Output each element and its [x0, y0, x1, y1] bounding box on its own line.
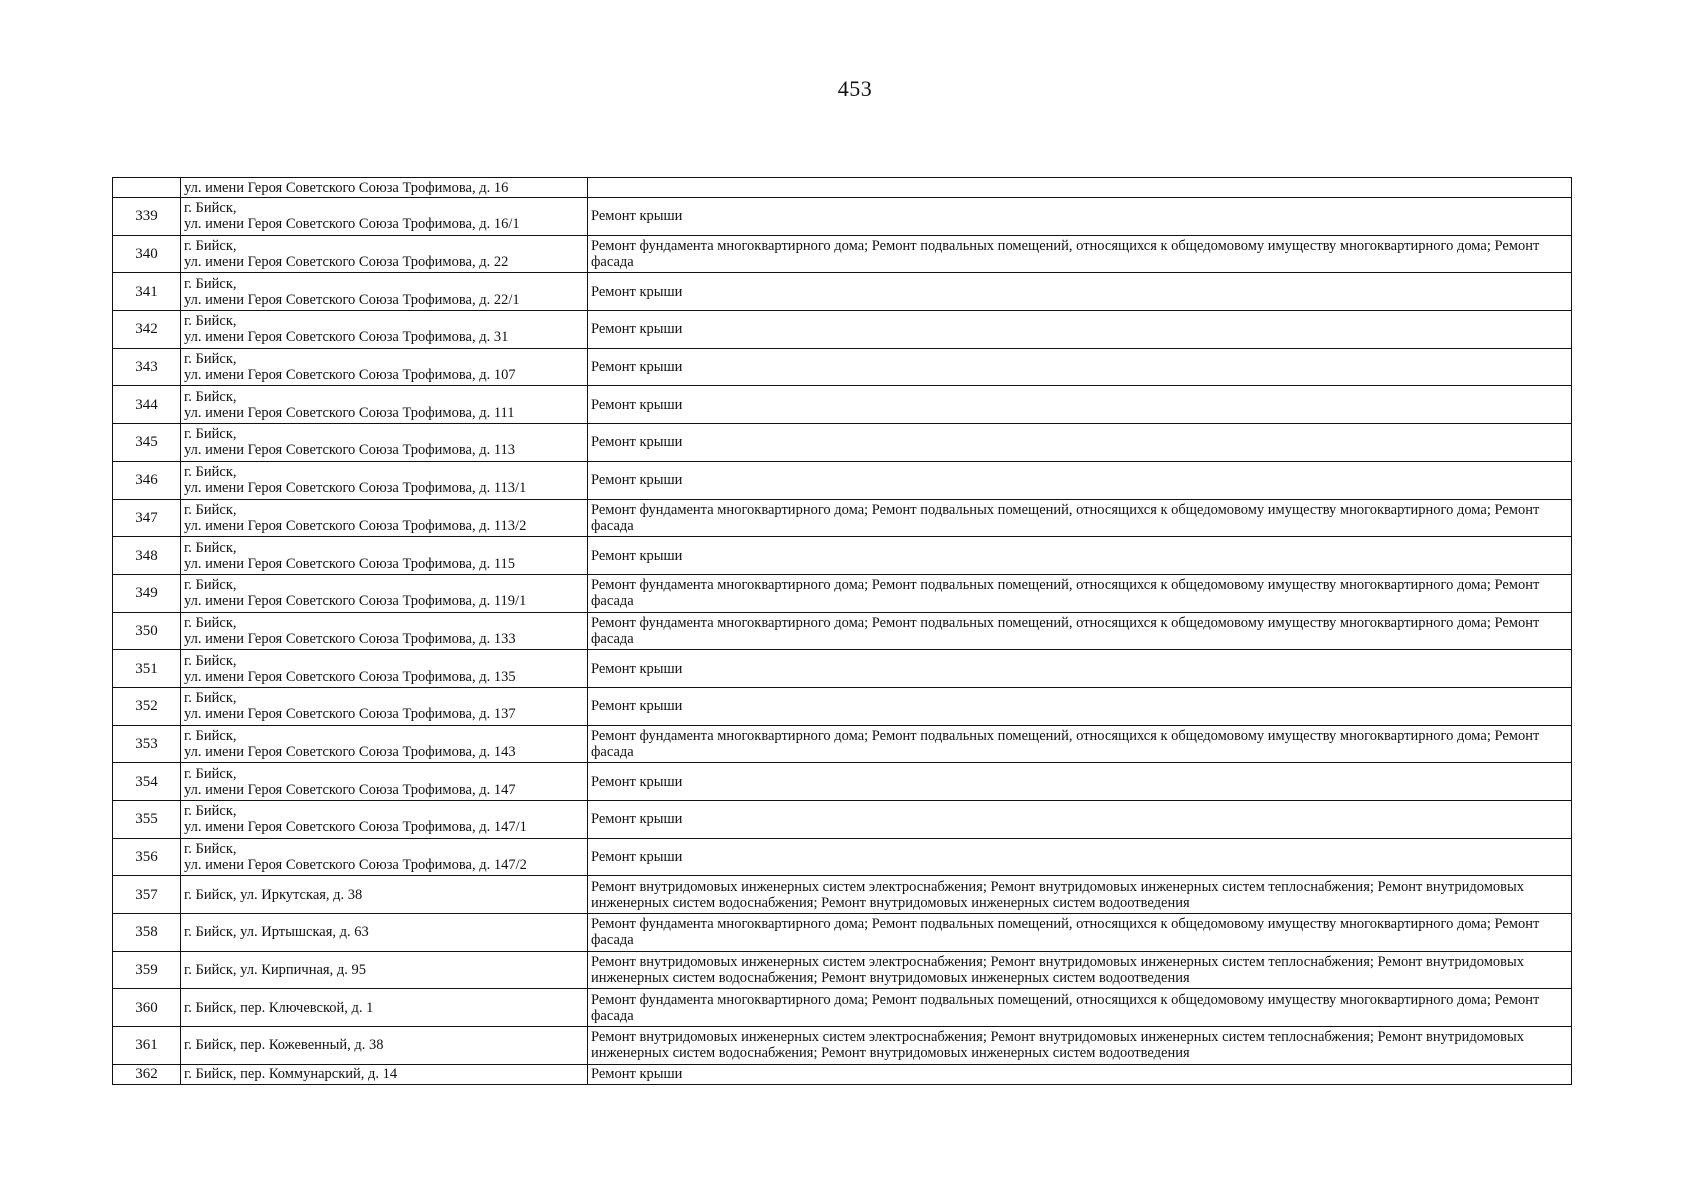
table-row — [113, 914, 1572, 952]
row-work-type: Ремонт крыши — [588, 1064, 1572, 1084]
row-number: 356 — [113, 838, 181, 876]
row-work-type: Ремонт внутридомовых инженерных систем электроснабжения; Ремонт внутридомовых инженерных систем теплоснабжения; Ремонт внутридомовых инженерных систем водоснабжения; Ремонт внутридомовых инженерных систем водоотведения — [588, 951, 1572, 989]
row-work-type: Ремонт фундамента многоквартирного дома; Ремонт подвальных помещений, относящихся к общедомовому имуществу многоквартирного дома; Ремонт фасада — [588, 914, 1572, 952]
table-row — [113, 951, 1572, 989]
row-number: 360 — [113, 989, 181, 1027]
address-line-2: ул. имени Героя Советского Союза Трофимова, д. 31 — [184, 329, 509, 346]
row-address — [181, 801, 588, 839]
row-work-type: Ремонт крыши — [588, 461, 1572, 499]
row-work-type: Ремонт крыши — [588, 650, 1572, 688]
address-line-1: г. Бийск, — [184, 803, 237, 820]
row-work-type: Ремонт фундамента многоквартирного дома; Ремонт подвальных помещений, относящихся к общедомовому имуществу многоквартирного дома; Ремонт фасада — [588, 612, 1572, 650]
row-work-type: Ремонт крыши — [588, 311, 1572, 349]
address-line-1: г. Бийск, — [184, 351, 237, 368]
row-number: 358 — [113, 914, 181, 952]
address-line-2: ул. имени Героя Советского Союза Трофимова, д. 137 — [184, 706, 516, 723]
row-number: 354 — [113, 763, 181, 801]
row-number: 359 — [113, 951, 181, 989]
row-work-type: Ремонт фундамента многоквартирного дома; Ремонт подвальных помещений, относящихся к общедомовому имуществу многоквартирного дома; Ремонт фасада — [588, 989, 1572, 1027]
table-row — [113, 537, 1572, 575]
table-row — [113, 1027, 1572, 1065]
row-number: 342 — [113, 311, 181, 349]
row-number: 352 — [113, 687, 181, 725]
address-line-1: г. Бийск, — [184, 577, 237, 594]
address-line-2: ул. имени Героя Советского Союза Трофимова, д. 143 — [184, 743, 516, 760]
row-address — [181, 687, 588, 725]
address-line-2: ул. имени Героя Советского Союза Трофимова, д. 113 — [184, 442, 516, 459]
table-row — [113, 386, 1572, 424]
address-line-1: г. Бийск, — [184, 388, 237, 405]
address-line-2: ул. имени Героя Советского Союза Трофимова, д. 22/1 — [184, 291, 520, 308]
repair-program-table — [112, 177, 1572, 1085]
address-line-2: ул. имени Героя Советского Союза Трофимова, д. 22 — [184, 254, 509, 271]
row-number: 345 — [113, 424, 181, 462]
table-row — [113, 348, 1572, 386]
row-address — [181, 311, 588, 349]
row-address — [181, 198, 588, 236]
address-line-1: г. Бийск, пер. Ключевской, д. 1 — [184, 999, 374, 1016]
row-work-type: Ремонт крыши — [588, 763, 1572, 801]
row-number: 347 — [113, 499, 181, 537]
row-number: 346 — [113, 461, 181, 499]
row-number: 340 — [113, 235, 181, 273]
row-address — [181, 1064, 588, 1084]
row-number: 343 — [113, 348, 181, 386]
table-row — [113, 801, 1572, 839]
row-address — [181, 273, 588, 311]
row-address — [181, 876, 588, 914]
row-number: 339 — [113, 198, 181, 236]
address-line-2: ул. имени Героя Советского Союза Трофимова, д. 107 — [184, 367, 516, 384]
address-line-1: г. Бийск, ул. Кирпичная, д. 95 — [184, 962, 366, 979]
table-row — [113, 876, 1572, 914]
row-work-type: Ремонт фундамента многоквартирного дома; Ремонт подвальных помещений, относящихся к общедомовому имуществу многоквартирного дома; Ремонт фасада — [588, 235, 1572, 273]
row-work-type: Ремонт крыши — [588, 838, 1572, 876]
row-number: 351 — [113, 650, 181, 688]
row-work-type: Ремонт внутридомовых инженерных систем электроснабжения; Ремонт внутридомовых инженерных систем теплоснабжения; Ремонт внутридомовых инженерных систем водоснабжения; Ремонт внутридомовых инженерных систем водоотведения — [588, 876, 1572, 914]
row-work-type: Ремонт крыши — [588, 348, 1572, 386]
address-line-1: г. Бийск, — [184, 727, 237, 744]
row-work-type: Ремонт крыши — [588, 801, 1572, 839]
row-work-type: Ремонт внутридомовых инженерных систем электроснабжения; Ремонт внутридомовых инженерных систем теплоснабжения; Ремонт внутридомовых инженерных систем водоснабжения; Ремонт внутридомовых инженерных систем водоотведения — [588, 1027, 1572, 1065]
row-number: 362 — [113, 1064, 181, 1084]
row-address — [181, 461, 588, 499]
address-line-1: г. Бийск, — [184, 313, 237, 330]
address-line-1: г. Бийск, — [184, 614, 237, 631]
row-address — [181, 1027, 588, 1065]
address-line-2: ул. имени Героя Советского Союза Трофимова, д. 147 — [184, 781, 516, 798]
row-address — [181, 574, 588, 612]
row-address — [181, 650, 588, 688]
address-line-2: ул. имени Героя Советского Союза Трофимова, д. 113/2 — [184, 517, 527, 534]
row-number: 341 — [113, 273, 181, 311]
table-row — [113, 424, 1572, 462]
row-number: 355 — [113, 801, 181, 839]
address-line-2: ул. имени Героя Советского Союза Трофимова, д. 133 — [184, 630, 516, 647]
table-row — [113, 198, 1572, 236]
address-line-2: ул. имени Героя Советского Союза Трофимова, д. 147/1 — [184, 819, 527, 836]
row-number: 353 — [113, 725, 181, 763]
address-line-2: ул. имени Героя Советского Союза Трофимова, д. 147/2 — [184, 857, 527, 874]
table-row — [113, 687, 1572, 725]
table-row — [113, 989, 1572, 1027]
row-address — [181, 348, 588, 386]
row-number: 357 — [113, 876, 181, 914]
row-number: 344 — [113, 386, 181, 424]
row-number: 361 — [113, 1027, 181, 1065]
row-work-type: Ремонт крыши — [588, 386, 1572, 424]
address-line-1: г. Бийск, ул. Иртышская, д. 63 — [184, 924, 369, 941]
table-row — [113, 461, 1572, 499]
table-row — [113, 499, 1572, 537]
row-address — [181, 235, 588, 273]
row-address — [181, 951, 588, 989]
address-line-1: г. Бийск, — [184, 841, 237, 858]
table-row — [113, 763, 1572, 801]
address-line-2: ул. имени Героя Советского Союза Трофимова, д. 111 — [184, 404, 515, 421]
row-address — [181, 424, 588, 462]
table-body — [113, 178, 1572, 1085]
table-row — [113, 178, 1572, 198]
row-address — [181, 838, 588, 876]
address-line-2: ул. имени Героя Советского Союза Трофимова, д. 119/1 — [184, 593, 527, 610]
address-line-1: г. Бийск, — [184, 238, 237, 255]
table-row — [113, 612, 1572, 650]
table-row — [113, 650, 1572, 688]
address-line-1: ул. имени Героя Советского Союза Трофимова, д. 16 — [184, 179, 509, 196]
row-work-type: Ремонт фундамента многоквартирного дома; Ремонт подвальных помещений, относящихся к общедомовому имуществу многоквартирного дома; Ремонт фасада — [588, 725, 1572, 763]
address-line-1: г. Бийск, пер. Коммунарский, д. 14 — [184, 1066, 398, 1083]
address-line-1: г. Бийск, — [184, 765, 237, 782]
table-row — [113, 1064, 1572, 1084]
row-work-type: Ремонт крыши — [588, 687, 1572, 725]
row-number — [113, 178, 181, 198]
page-number: 453 — [837, 76, 873, 101]
address-line-1: г. Бийск, — [184, 652, 237, 669]
address-line-1: г. Бийск, — [184, 539, 237, 556]
row-work-type: Ремонт фундамента многоквартирного дома; Ремонт подвальных помещений, относящихся к общедомовому имуществу многоквартирного дома; Ремонт фасада — [588, 574, 1572, 612]
row-work-type: Ремонт крыши — [588, 273, 1572, 311]
table-row — [113, 574, 1572, 612]
address-line-2: ул. имени Героя Советского Союза Трофимова, д. 115 — [184, 555, 516, 572]
address-line-1: г. Бийск, — [184, 464, 237, 481]
row-address — [181, 725, 588, 763]
row-work-type — [588, 178, 1572, 198]
row-number: 350 — [113, 612, 181, 650]
row-address — [181, 763, 588, 801]
address-line-1: г. Бийск, — [184, 275, 237, 292]
row-address — [181, 537, 588, 575]
address-line-1: г. Бийск, — [184, 200, 237, 217]
row-address — [181, 612, 588, 650]
address-line-2: ул. имени Героя Советского Союза Трофимова, д. 135 — [184, 668, 516, 685]
table-row — [113, 838, 1572, 876]
row-number: 349 — [113, 574, 181, 612]
address-line-1: г. Бийск, — [184, 426, 237, 443]
row-address — [181, 499, 588, 537]
row-work-type: Ремонт крыши — [588, 424, 1572, 462]
row-work-type: Ремонт крыши — [588, 537, 1572, 575]
table-row — [113, 311, 1572, 349]
row-address — [181, 386, 588, 424]
address-line-1: г. Бийск, пер. Кожевенный, д. 38 — [184, 1037, 384, 1054]
address-line-1: г. Бийск, — [184, 690, 237, 707]
row-address — [181, 178, 588, 198]
table-row — [113, 235, 1572, 273]
row-work-type: Ремонт фундамента многоквартирного дома; Ремонт подвальных помещений, относящихся к общедомовому имуществу многоквартирного дома; Ремонт фасада — [588, 499, 1572, 537]
table-row — [113, 273, 1572, 311]
address-line-2: ул. имени Героя Советского Союза Трофимова, д. 16/1 — [184, 216, 520, 233]
table-row — [113, 725, 1572, 763]
address-line-1: г. Бийск, — [184, 501, 237, 518]
row-address — [181, 989, 588, 1027]
row-work-type: Ремонт крыши — [588, 198, 1572, 236]
address-line-1: г. Бийск, ул. Иркутская, д. 38 — [184, 886, 363, 903]
address-line-2: ул. имени Героя Советского Союза Трофимова, д. 113/1 — [184, 480, 527, 497]
row-number: 348 — [113, 537, 181, 575]
row-address — [181, 914, 588, 952]
